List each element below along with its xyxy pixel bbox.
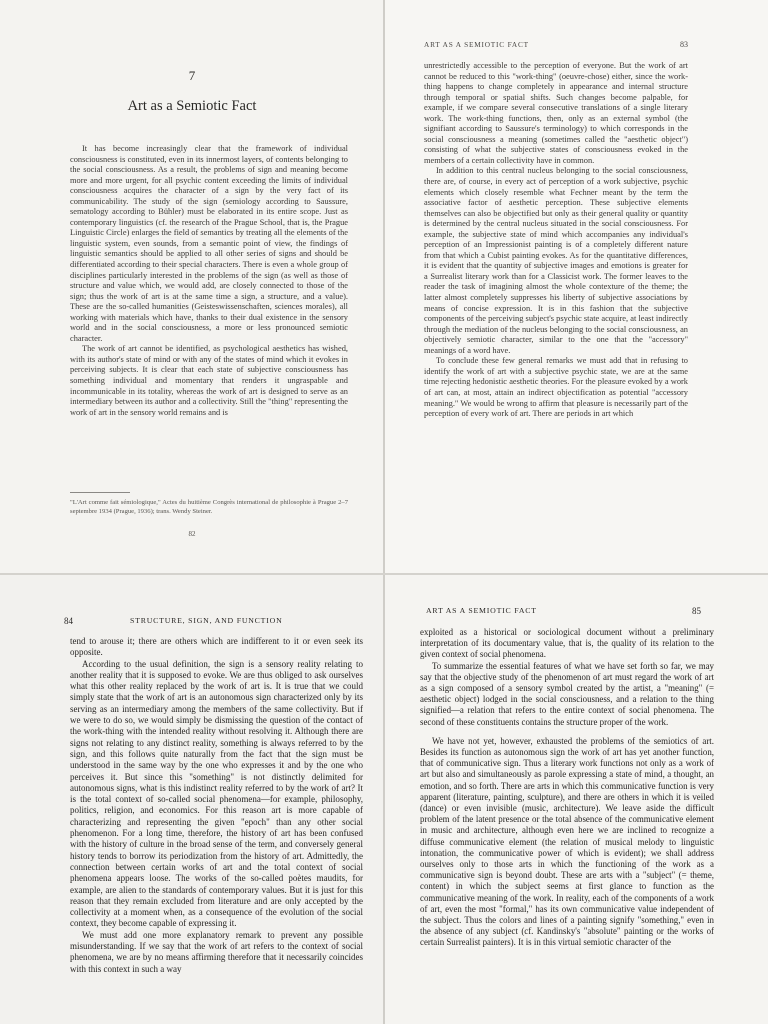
paragraph: According to the usual definition, the sign is a sensory reality relating to another reality that it is supposed to evoke. We are thus obliged to ask ourselves what this other reality replaced by the work of art is. It is true that we could simply state that the work of art is an autonomous sign characterized only by its serving as an intermediary among the members of the same collectivity. But if we were to do so, we would simply be dismissing the question of the contact of the work-thing with the intended reality without resolving it. Although there are signs not relating to any distinct reality, something is always referred to by the sign, and this follows quite naturally from the fact that the sign must be understood in the same way by the one who expresses it and by the one who perceives it. But since this "something" is not distinctly delimited for autonomous signs, what is this indistinct reality referred to by the work of art? It is the total context of so-called social phenomena—for example, philosophy, politics, religion, and economics. For this reason art is more capable of characterizing and representing the given "epoch" than any other social phenomenon. For a long time, therefore, the history of art has been confused with the history of culture in the broad sense of the term, and conversely general history tends to borrow its periodization from the history of art. Admittedly, the connection between certain works of art and the total context of social phenomena appears loose. The works of the so-called poètes maudits, for example, are alien to the standards of contemporary values. But it is just for this reason that they remain excluded from literature and are only accepted by the collectivity at a moment when, as a consequence of the evolution of the social context, they become capable of expressing it. <box>70 658 363 929</box>
paragraph: tend to arouse it; there are others which are indifferent to it or even seek its opposite. <box>70 636 363 658</box>
paragraph: We must add one more explanatory remark to prevent any possible misunderstanding. If we say that the work of art refers to the context of social phenomena, we are by no means affirming therefore that it necessarily coincides with this context in such a way <box>70 929 363 974</box>
center-gutter <box>383 0 385 1024</box>
running-head: ART AS A SEMIOTIC FACT <box>426 606 537 615</box>
page-85 <box>384 574 768 1024</box>
spread-divider <box>0 573 768 575</box>
paragraph: unrestrictedly accessible to the perception of everyone. But the work of art cannot be reduced to this "work-thing" (oeuvre-chose) either, since the work-thing happens to change completely in appearance and internal structure through temporal or spatial shifts. Such changes become palpable, for example, if we compare several consecutive translations of a single literary work. The work-thing functions, then, only as an external symbol (the signifiant according to Saussure's terminology) to which corresponds in the social consciousness a meaning (sometimes called the "aesthetic object") consisting of what the subjective states of consciousness evoked in the members of a certain collectivity have in common. <box>424 61 688 165</box>
paragraph: It has become increasingly clear that the framework of individual consciousness is constituted, even in its innermost layers, of contents belonging to the social consciousness. As a result, the problems of sign and meaning become more and more urgent, for all psychic content exceeding the limits of individual consciousness acquires the character of a sign by the very fact of its communicability. The study of the sign (semiology according to Saussure, sematology according to Bühler) must be elaborated in its entire scope. Just as contemporary linguistics (cf. the research of the Prague School, that is, the Prague Linguistic Circle) enlarges the field of semantics by treating all the elements of the linguistic system, even sounds, from a semantic point of view, the findings of linguistic semantics should be applied to all other series of signs and should be differentiated according to their special characters. There is even a whole group of disciplines particularly interested in the problems of the sign (as well as those of structure and value which, we would add, are closely connected to those of the sign; thus the work of art is at the same time a sign, a structure, and a value). These are the so-called humanities (Geisteswissenschaften, sciences morales), all working with materials which have, thanks to their dual existence in the sensory world and in the social consciousness, a more or less pronounced semiotic character. <box>70 144 348 343</box>
running-head: STRUCTURE, SIGN, AND FUNCTION <box>130 616 283 625</box>
page-number: 84 <box>64 616 73 626</box>
footnote: "L'Art comme fait sémiologique," Actes du huitième Congrès international de philosophie à Prague 2–7 septembre 1934 (Prague, 1936); trans. Wendy Steiner. <box>70 499 348 515</box>
paragraph: To summarize the essential features of what we have set forth so far, we may say that the objective study of the phenomenon of art must regard the work of art as a sign composed of a sensory symbol created by the artist, a "meaning" (= aesthetic object) lodged in the social consciousness, and a relation to the thing signified—a relation that refers to the entire context of social phenomena. The second of these constituents contains the structure proper of the work. <box>420 660 714 727</box>
paragraph: In addition to this central nucleus belonging to the social consciousness, there are, of course, in every act of perception of a work subjective, psychic elements which closely resemble what Fechner meant by the term the associative factor of aesthetic perception. These subjective elements themselves can also be objectified but only as their general quality or quantity is determined by the central nucleus situated in the social consciousness. For example, the subjective state of mind which accompanies any individual's perception of an Impressionist painting is of a completely different nature from that which a Cubist painting evokes. As for the quantitative differences, it is evident that the quantity of subjective images and emotions is greater for a Surrealist literary work than for a Classicist work. The former leaves to the reader the task of imagining almost the whole contexture of the theme; the latter almost completely suppresses his liberty of subjective associations by means of concise expression. It is in this fashion that the subjective components of the perceiving subject's psychic state acquire, at least indirectly through the mediation of the nucleus belonging to the social consciousness, an objectively semiotic character, similar to the one that the "accessory" meanings of a word have. <box>424 166 688 355</box>
page-83 <box>384 0 768 574</box>
page-82 <box>0 0 384 574</box>
paragraph: To conclude these few general remarks we must add that in refusing to identify the work of art with a subjective psychic state, we are at the same time rejecting hedonistic aesthetic theories. For the pleasure evoked by a work of art can, at most, attain an indirect objectification as potential "accessory meaning." We would be wrong to affirm that pleasure is necessarily part of the perception of every work of art. There are periods in art which <box>424 356 688 419</box>
running-head: ART AS A SEMIOTIC FACT <box>424 40 529 49</box>
page-82-body <box>70 144 348 418</box>
page-83-body <box>424 61 688 420</box>
chapter-number: 7 <box>188 68 196 83</box>
page-number: 85 <box>692 606 701 616</box>
page-number: 83 <box>680 40 688 49</box>
page-84 <box>0 574 384 1024</box>
page-85-body <box>420 627 714 949</box>
chapter-title: Art as a Semiotic Fact <box>127 98 257 114</box>
paragraph: The work of art cannot be identified, as psychological aesthetics has wished, with its author's state of mind or with any of the states of mind which it evokes in perceiving subjects. It is clear that each state of subjective consciousness has something individual and momentary that renders it ungraspable and incommunicable in its totality, whereas the work of art is designed to serve as an intermediary between its author and a collectivity. Still the "thing" representing the work of art in the sensory world remains and is <box>70 344 348 417</box>
page-number: 82 <box>188 530 196 538</box>
paragraph: exploited as a historical or sociological document without a preliminary interpretation of its documentary value, that is, the quality of its relation to the given context of social phenomena. <box>420 627 714 660</box>
footnote-rule <box>70 492 130 493</box>
paragraph: We have not yet, however, exhausted the problems of the semiotics of art. Besides its function as autonomous sign the work of art has yet another function, that of communicative sign. Thus a literary work functions not only as a work of art but also and simultaneously as parole expressing a state of mind, a thought, an emotion, and so forth. There are arts in which this communicative function is very apparent (literature, painting, sculpture), and there are others in which it is veiled (dance) or even invisible (music, architecture). We leave aside the difficult problem of the latent presence or the total absence of the communicative element in music and architecture, although even here we are inclined to recognize a diffuse communicative element (the relation of musical melody to linguistic intonation, the communicative power of which is evident); we shall address ourselves only to those arts in which the functioning of the work as a communicative sign is beyond doubt. These are arts with a "subject" (= theme, content) in which the subject seems at first glance to function as the communicative meaning of the work. In reality, each of the components of a work of art, even the most "formal," has its own communicative value independent of the subject. Thus the colors and lines of a painting signify "something," even in the absence of any subject (cf. Kandinsky's "absolute" painting or the works of certain Surrealist painters). It is in this virtual semiotic character of the <box>420 735 714 948</box>
page-84-body <box>70 636 363 975</box>
